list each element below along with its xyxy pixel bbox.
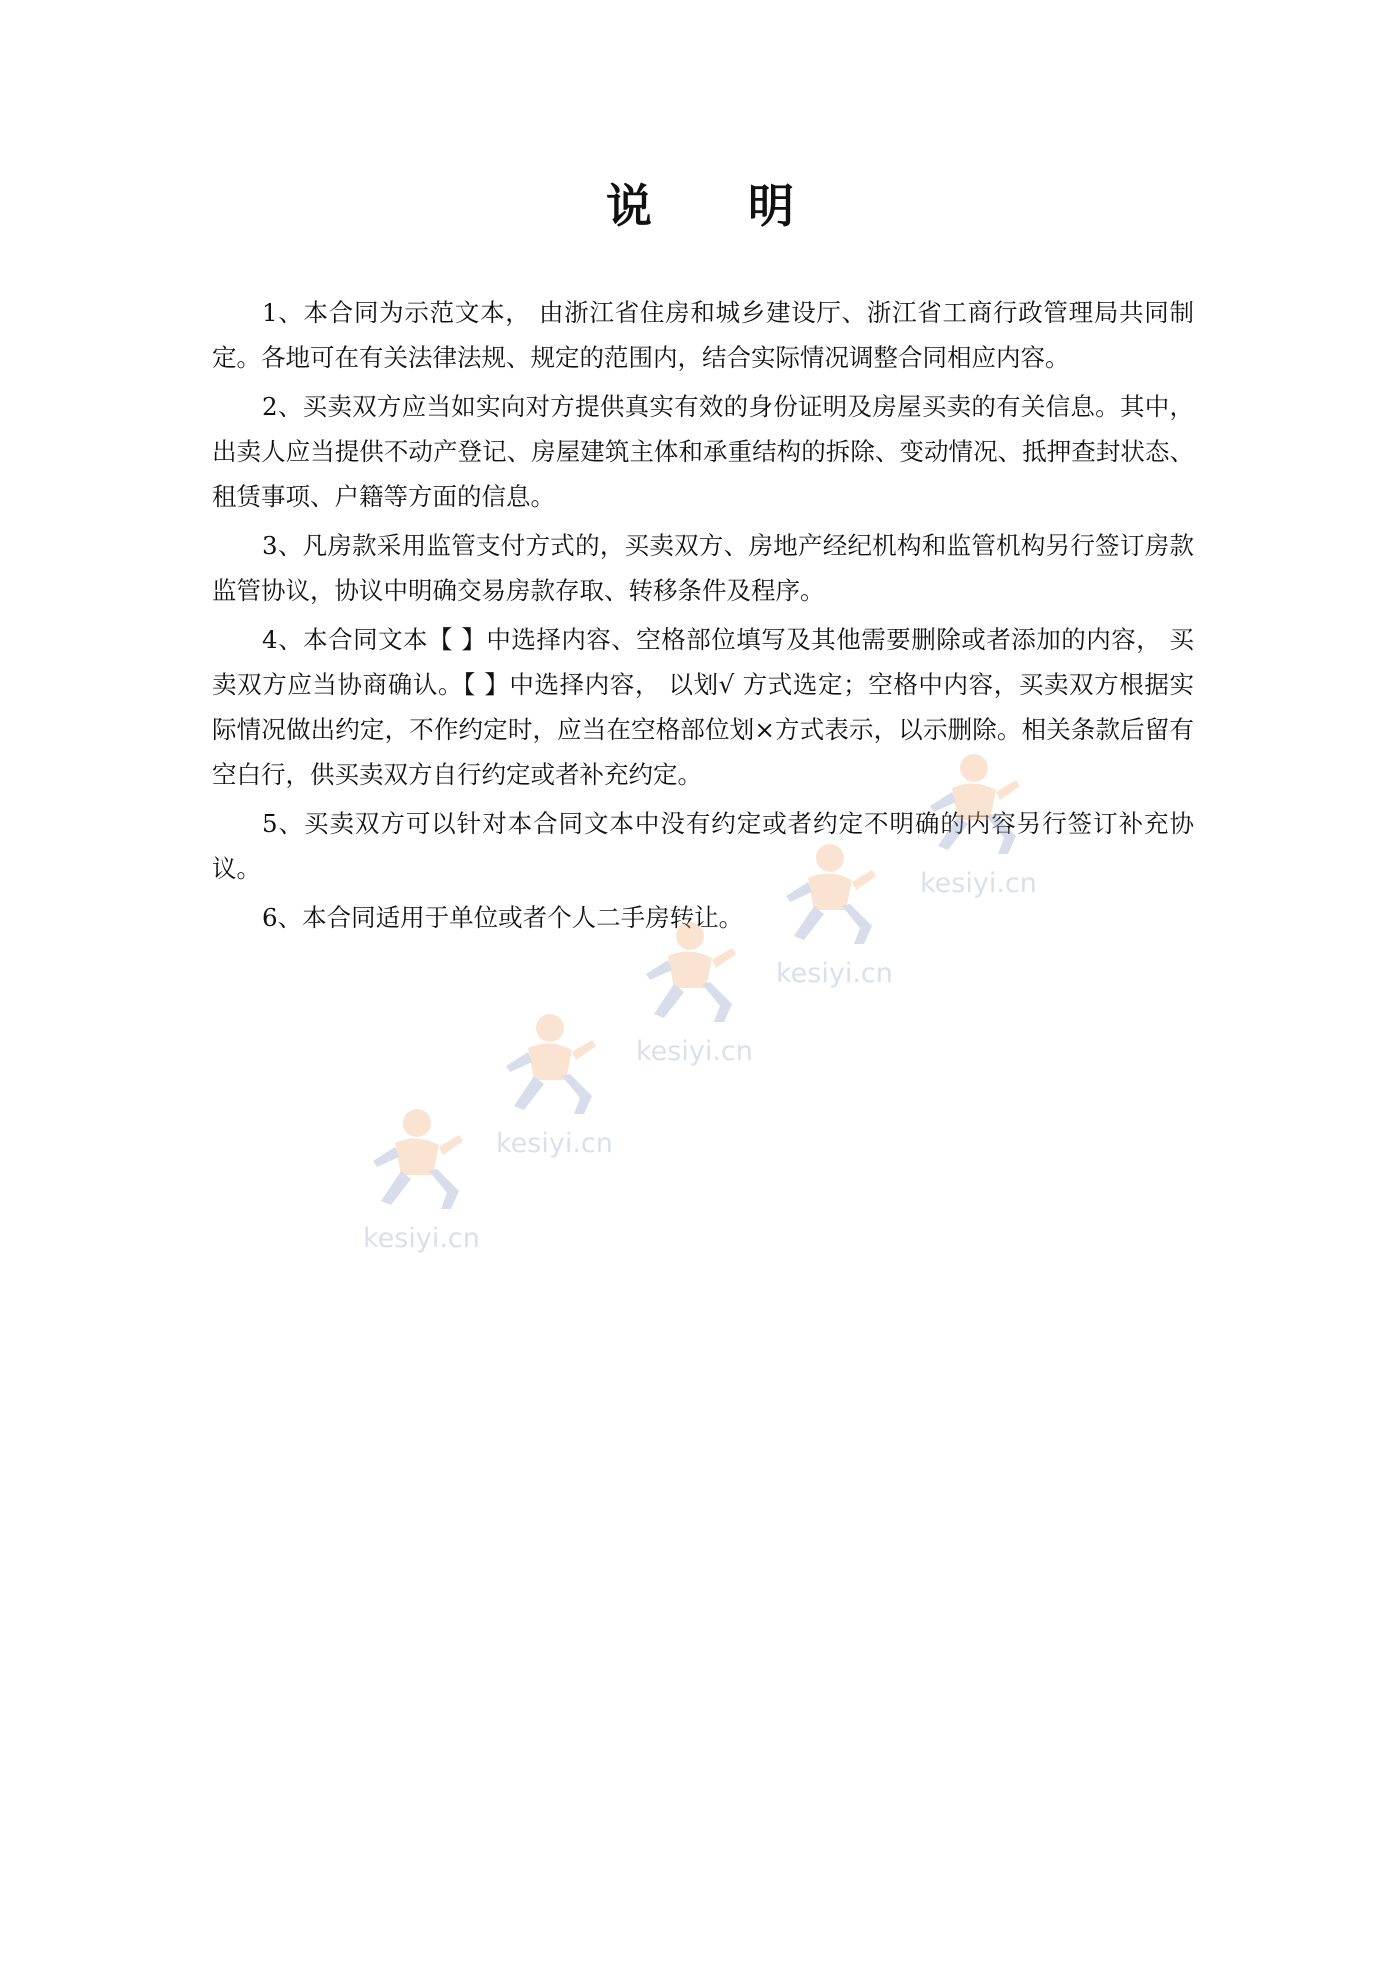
watermark (488, 1010, 638, 1160)
running-person-icon (768, 840, 888, 950)
paragraph-1: 1、本合同为示范文本， 由浙江省住房和城乡建设厅、浙江省工商行政管理局共同制定。各地可在有关法律法规、规定的范围内，结合实际情况调整合同相应内容。 (212, 298, 1194, 372)
paragraph-6: 6、本合同适用于单位或者个人二手房转让。 (262, 903, 744, 932)
watermark (628, 918, 778, 1068)
watermark-text: kesiyi.cn (920, 868, 1037, 899)
running-person-icon (355, 1105, 475, 1215)
running-person-icon (628, 918, 748, 1028)
watermark-text: kesiyi.cn (496, 1128, 613, 1159)
watermark (912, 750, 1062, 900)
paragraph-5: 5、买卖双方可以针对本合同文本中没有约定或者约定不明确的内容另行签订补充协议。 (212, 809, 1194, 883)
watermark (768, 840, 918, 990)
running-person-icon (488, 1010, 608, 1120)
watermark-text: kesiyi.cn (776, 958, 893, 989)
paragraph-3: 3、凡房款采用监管支付方式的，买卖双方、房地产经纪机构和监管机构另行签订房款监管协议，协议中明确交易房款存取、转移条件及程序。 (212, 531, 1194, 605)
running-person-icon (912, 750, 1032, 860)
watermark-text: kesiyi.cn (363, 1223, 480, 1254)
watermark (355, 1105, 505, 1255)
paragraph-4: 4、本合同文本【 】中选择内容、空格部位填写及其他需要删除或者添加的内容， 买卖双方应当协商确认。【 】中选择内容， 以划√ 方式选定；空格中内容，买卖双方根据实际情况做出约定，不作约定时，应当在空格部位划×方式表示，以示删除。相关条款后留有空白行，供买卖双方自行约定或者补充约定。 (212, 625, 1194, 789)
paragraph-2: 2、买卖双方应当如实向对方提供真实有效的身份证明及房屋买卖的有关信息。其中，出卖人应当提供不动产登记、房屋建筑主体和承重结构的拆除、变动情况、抵押查封状态、租赁事项、户籍等方面的信息。 (212, 392, 1194, 511)
watermark-text: kesiyi.cn (636, 1036, 753, 1067)
page-title: 说 明 (605, 179, 834, 233)
